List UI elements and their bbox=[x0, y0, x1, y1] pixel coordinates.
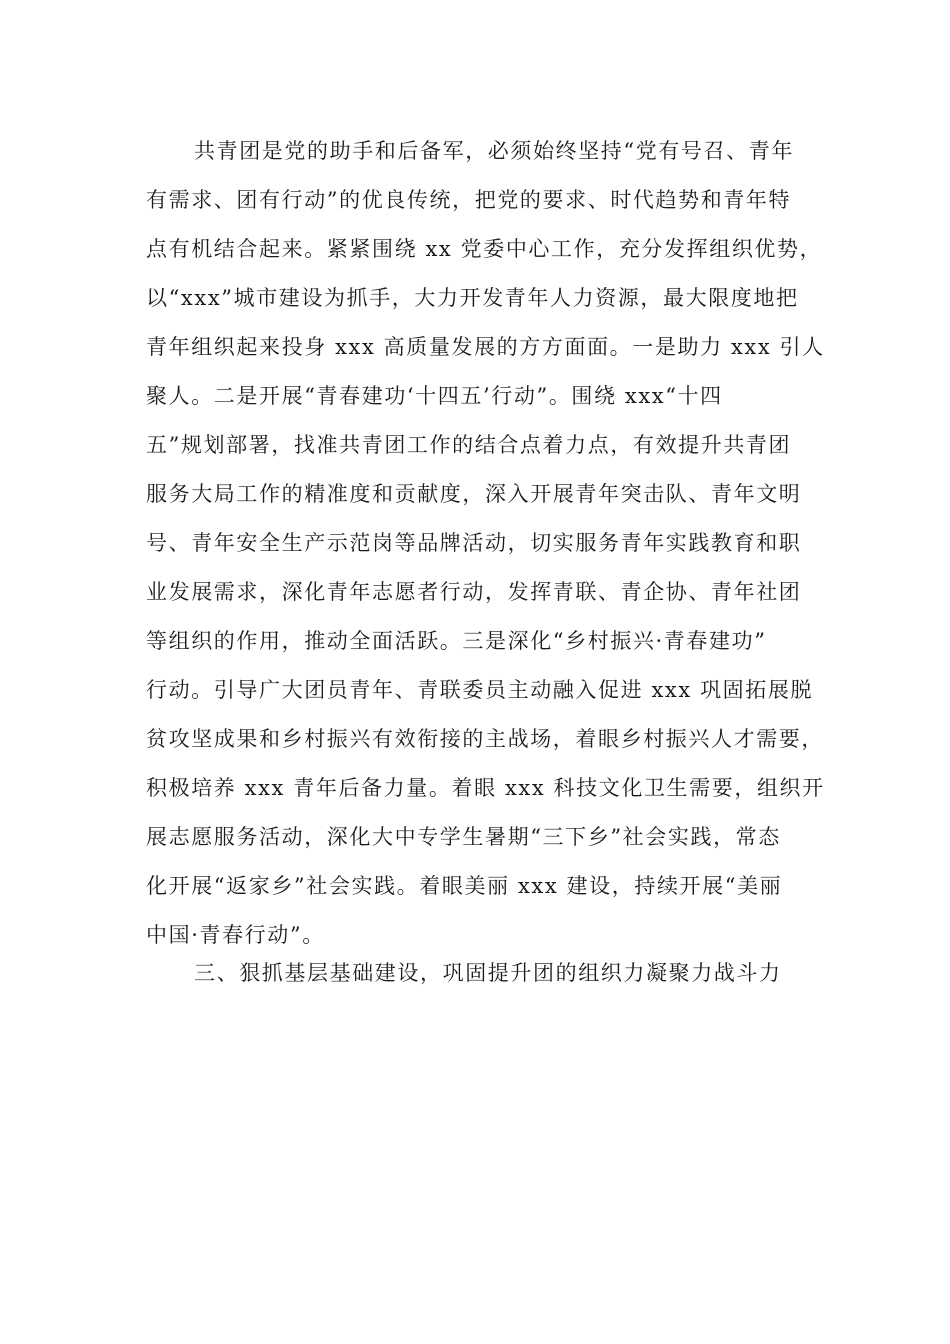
paragraph-line: 点有机结合起来。紧紧围绕 xx 党委中心工作，充分发挥组织优势， bbox=[146, 237, 823, 261]
section-heading-text: 三、狠抓基层基础建设，巩固提升团的组织力凝聚力战斗力 bbox=[194, 961, 782, 985]
paragraph-line: 贫攻坚成果和乡村振兴有效衔接的主战场，着眼乡村振兴人才需要， bbox=[146, 727, 824, 751]
paragraph-line: 化开展“返家乡”社会实践。着眼美丽 xxx 建设，持续开展“美丽 bbox=[146, 874, 783, 898]
paragraph-line: 等组织的作用，推动全面活跃。三是深化“乡村振兴·青春建功” bbox=[146, 629, 767, 653]
paragraph-line: 有需求、团有行动”的优良传统，把党的要求、时代趋势和青年特 bbox=[146, 188, 792, 212]
paragraph-line: 业发展需求，深化青年志愿者行动，发挥青联、青企协、青年社团 bbox=[146, 580, 802, 604]
paragraph-line: 号、青年安全生产示范岗等品牌活动，切实服务青年实践教育和职 bbox=[146, 531, 802, 555]
paragraph-line: 服务大局工作的精准度和贡献度，深入开展青年突击队、青年文明 bbox=[146, 482, 802, 506]
paragraph-line: 青年组织起来投身 xxx 高质量发展的方方面面。一是助力 xxx 引人 bbox=[146, 335, 825, 359]
paragraph-line: 五”规划部署，找准共青团工作的结合点着力点，有效提升共青团 bbox=[146, 433, 792, 457]
paragraph-line: 中国·青春行动”。 bbox=[146, 923, 325, 947]
paragraph-line: 共青团是党的助手和后备军，必须始终坚持“党有号召、青年 bbox=[194, 139, 794, 163]
paragraph-line: 行动。引导广大团员青年、青联委员主动融入促进 xxx 巩固拓展脱 bbox=[146, 678, 814, 702]
paragraph-line: 聚人。二是开展“青春建功‘十四五’行动”。围绕 xxx“十四 bbox=[146, 384, 723, 408]
paragraph-line: 以“xxx”城市建设为抓手，大力开发青年人力资源，最大限度地把 bbox=[146, 286, 799, 310]
paragraph-line: 展志愿服务活动，深化大中专学生暑期“三下乡”社会实践，常态 bbox=[146, 825, 781, 849]
paragraph-line: 积极培养 xxx 青年后备力量。着眼 xxx 科技文化卫生需要，组织开 bbox=[146, 776, 825, 800]
